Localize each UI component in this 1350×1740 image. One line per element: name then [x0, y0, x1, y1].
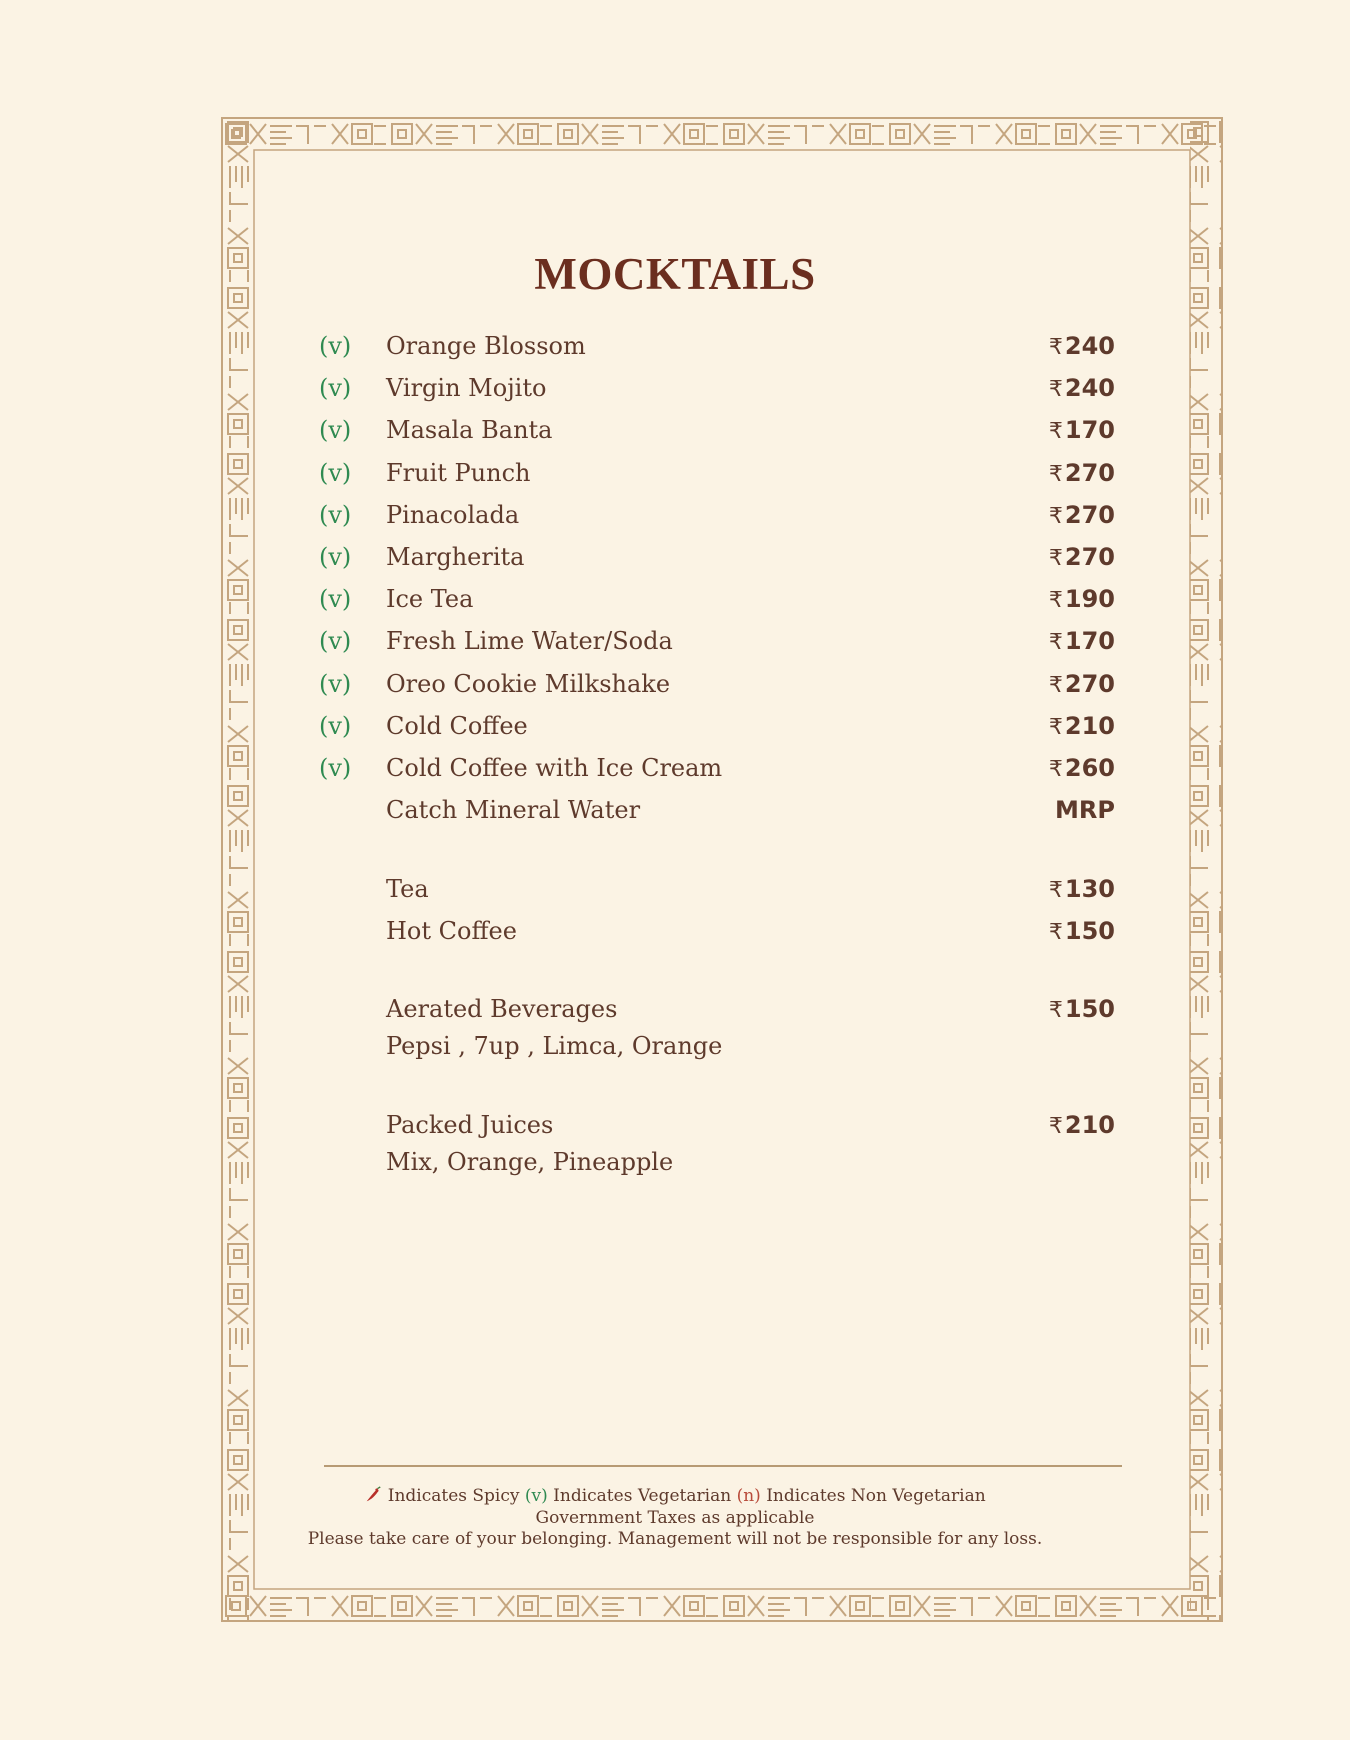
item-price: MRP: [1055, 796, 1115, 825]
rupee-icon: ₹: [1048, 714, 1063, 740]
menu-item-row: [0, 712, 1350, 754]
page-title: MOCKTAILS: [534, 249, 816, 299]
rupee-icon: ₹: [1048, 377, 1063, 403]
veg-marker: (v): [319, 585, 352, 614]
legend-veg-mark: (v): [524, 1486, 548, 1506]
veg-marker: (v): [319, 458, 352, 487]
item-price: ₹130: [1048, 875, 1115, 903]
rupee-icon: ₹: [1048, 1114, 1063, 1139]
veg-marker: (v): [319, 669, 352, 698]
legend-nonveg-mark: (n): [736, 1486, 761, 1506]
rupee-icon: ₹: [1048, 878, 1063, 903]
item-description: Pepsi , 7up , Limca, Orange: [386, 1032, 723, 1060]
footer-divider: [324, 1465, 1122, 1467]
rupee-icon: ₹: [1048, 630, 1063, 656]
rupee-icon: ₹: [1048, 419, 1063, 445]
rupee-icon: ₹: [1048, 757, 1063, 782]
item-name: Virgin Mojito: [386, 374, 547, 403]
item-price: ₹170: [1048, 416, 1115, 445]
veg-marker: (v): [319, 500, 352, 529]
item-name: Cold Coffee: [386, 711, 528, 740]
item-name: Pinacolada: [386, 500, 520, 529]
menu-item-row: [0, 543, 1350, 585]
item-price: ₹190: [1048, 585, 1115, 614]
item-price: ₹270: [1048, 543, 1115, 571]
veg-marker: (v): [319, 754, 352, 782]
item-name: Tea: [386, 875, 429, 903]
menu-item-row: [0, 332, 1350, 374]
item-price: ₹270: [1048, 458, 1115, 487]
item-name: Cold Coffee with Ice Cream: [386, 754, 723, 782]
rupee-icon: ₹: [1048, 588, 1063, 614]
menu-item-row: [0, 416, 1350, 458]
rupee-icon: ₹: [1048, 503, 1063, 529]
menu-item-row: [0, 1111, 1350, 1153]
item-name: Margherita: [386, 543, 525, 571]
menu-item-row: [0, 501, 1350, 543]
veg-marker: (v): [319, 374, 352, 403]
item-price: ₹260: [1048, 754, 1115, 782]
item-name: Catch Mineral Water: [386, 796, 641, 825]
item-name: Oreo Cookie Milkshake: [386, 669, 671, 698]
item-price: ₹150: [1048, 995, 1115, 1023]
menu-item-row: [0, 917, 1350, 959]
menu-item-row: [0, 670, 1350, 712]
item-name: Ice Tea: [386, 585, 474, 614]
item-price: ₹240: [1048, 374, 1115, 403]
legend-nonveg: Indicates Non Vegetarian: [766, 1486, 986, 1506]
veg-marker: (v): [319, 416, 352, 445]
item-name: Packed Juices: [386, 1111, 554, 1139]
menu-item-row: [0, 995, 1350, 1037]
item-name: Hot Coffee: [386, 917, 517, 946]
veg-marker: (v): [319, 711, 352, 740]
item-price: ₹270: [1048, 500, 1115, 529]
item-price: ₹240: [1048, 332, 1115, 360]
legend-veg: Indicates Vegetarian: [553, 1486, 732, 1506]
item-name: Fruit Punch: [386, 458, 531, 487]
item-name: Orange Blossom: [386, 332, 586, 360]
item-name: Fresh Lime Water/Soda: [386, 627, 673, 656]
veg-marker: (v): [319, 627, 352, 656]
item-name: Masala Banta: [386, 416, 553, 445]
rupee-icon: ₹: [1048, 672, 1063, 698]
belongings-note: Please take care of your belonging. Management will not be responsible for any loss.: [307, 1529, 1043, 1549]
item-description: Mix, Orange, Pineapple: [386, 1148, 674, 1176]
veg-marker: (v): [319, 332, 352, 360]
item-price: ₹150: [1048, 917, 1115, 946]
menu-item-row: [0, 796, 1350, 838]
legend-spicy: Indicates Spicy: [387, 1486, 520, 1506]
rupee-icon: ₹: [1048, 546, 1063, 571]
rupee-icon: ₹: [1048, 998, 1063, 1023]
rupee-icon: ₹: [1048, 461, 1063, 487]
menu-item-row: [0, 627, 1350, 669]
item-name: Aerated Beverages: [386, 995, 618, 1023]
menu-item-row: [0, 585, 1350, 627]
rupee-icon: ₹: [1048, 920, 1063, 946]
menu-item-row: [0, 875, 1350, 917]
legend-line: [0, 1486, 1350, 1506]
item-price: ₹170: [1048, 627, 1115, 656]
item-price: ₹210: [1048, 1111, 1115, 1139]
rupee-icon: ₹: [1048, 335, 1063, 360]
menu-item-row: [0, 754, 1350, 796]
menu-item-row: [0, 459, 1350, 501]
chili-icon: [364, 1486, 382, 1504]
item-price: ₹270: [1048, 669, 1115, 698]
veg-marker: (v): [319, 543, 352, 571]
taxes-note: Government Taxes as applicable: [535, 1508, 815, 1528]
item-price: ₹210: [1048, 711, 1115, 740]
menu-item-row: [0, 374, 1350, 416]
